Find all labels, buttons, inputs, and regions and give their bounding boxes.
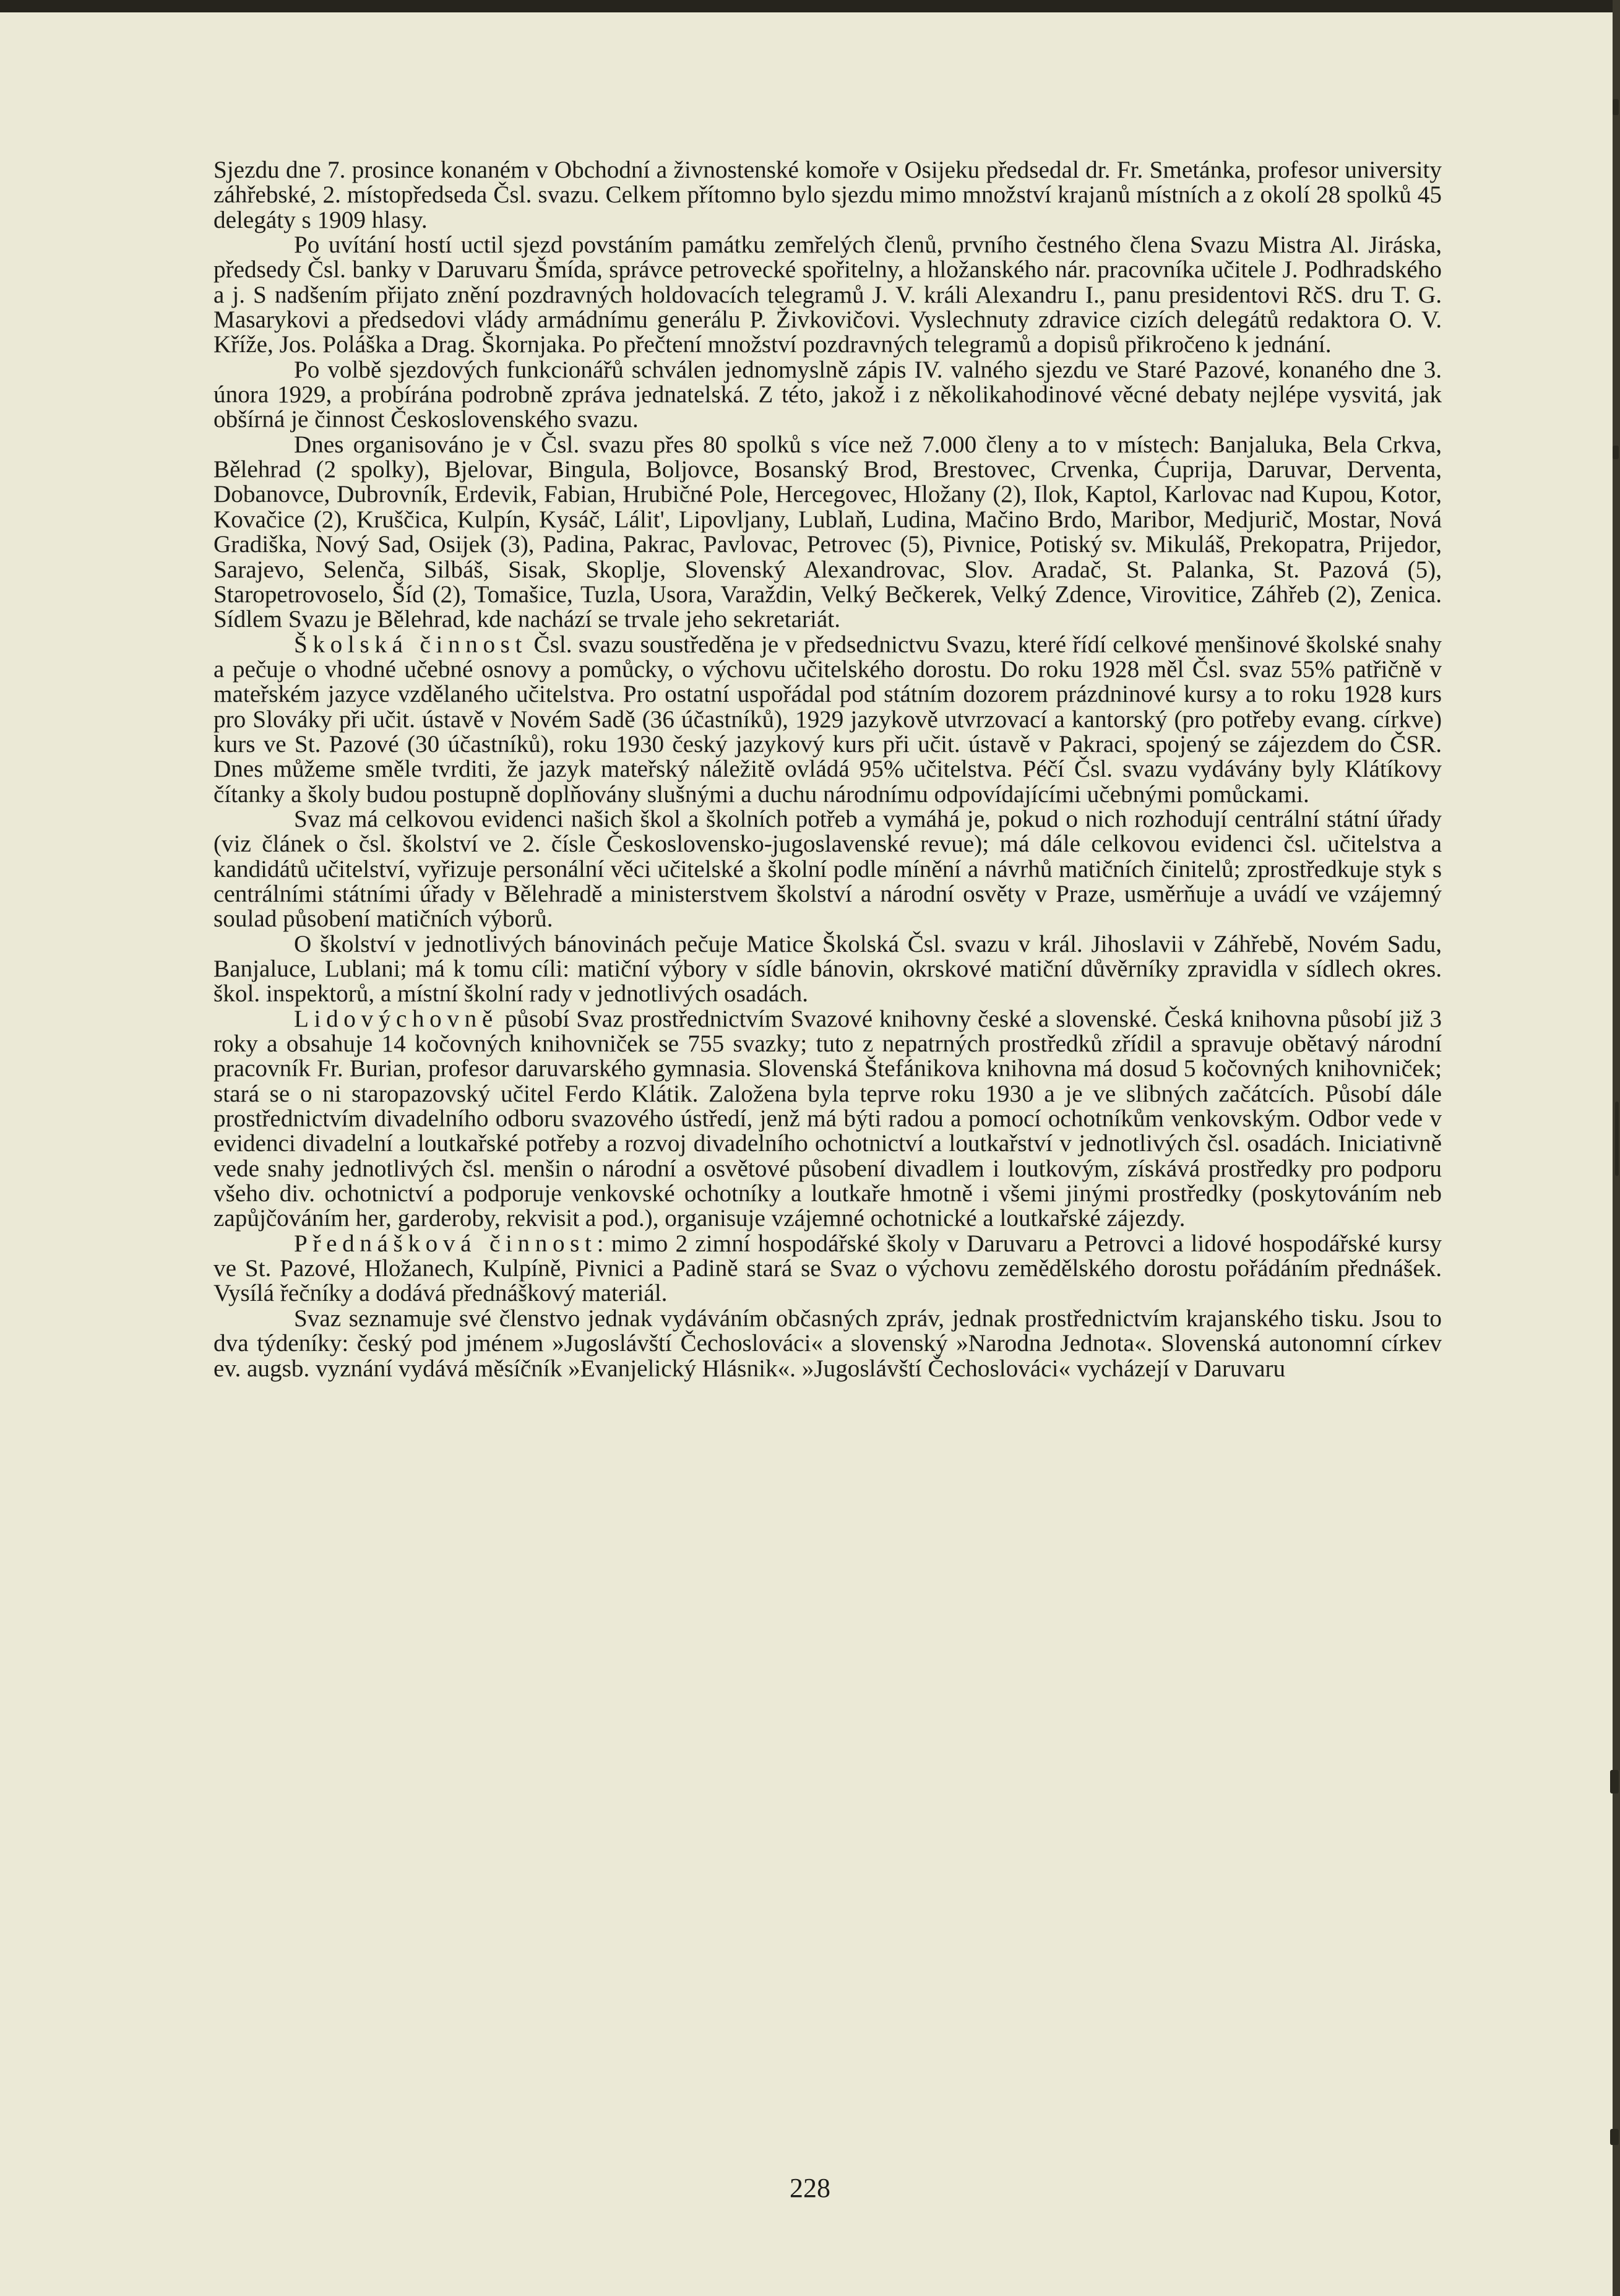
paragraph-text: Svaz seznamuje své členstvo jednak vydáváním občasných zpráv, jednak prostřednictvím krajanského tisku. Jsou to dva týdeníky: český pod jménem »Jugoslávští Čechoslováci« a slovenský »Narodna Jednota«. Slovenská autonomní církev ev. augsb. vyznání vydává měsíčník »Evanjelický Hlásnik«. »Jugoslávští Čechoslováci« vycházejí v Daruvaru bbox=[213, 1305, 1442, 1382]
scan-mark bbox=[1610, 1770, 1619, 1793]
paragraph-text: Sjezdu dne 7. prosince konaném v Obchodní a živnostenské komoře v Osijeku předsedal dr. Fr. Smetánka, profesor university záhřebské, 2. místopředseda Čsl. svazu. Celkem přítomno bylo sjezdu mimo množství krajanů místních a z okolí 28 spolků 45 delegáty s 1909 hlasy. bbox=[213, 157, 1442, 233]
paragraph-text: Po uvítání hostí uctil sjezd povstáním památku zemřelých členů, prvního čestného člena Svazu Mistra Al. Jiráska, předsedy Čsl. banky v Daruvaru Šmída, správce petrovecké spořitelny, a hložanského nár. pracovníka učitele J. Podhradského a j. S nadšením přijato znění pozdravných holdovacích telegramů J. V. králi Alexandru I., panu presidentovi RčS. dru T. G. Masarykovi a předsedovi vlády armádnímu generálu P. Živkovičovi. Vyslechnuty zdravice cizích delegátů redaktora O. V. Kříže, Jos. Poláška a Drag. Škornjaka. Po přečtení množství pozdravných telegramů a dopisů přikročeno k jednání. bbox=[213, 231, 1442, 358]
paragraph-text: působí Svaz prostřednictvím Svazové knihovny české a slovenské. Česká knihovna působí již 3 roky a obsahuje 14 kočovných knihovniček se 755 svazky; tuto z nepatrných prostředků zřídil a spravuje obětavý národní pracovník Fr. Burian, profesor daruvarského gymnasia. Slovenská Štefánikova knihovna má dosud 5 kočovných knihovniček; stará se o ni staropazovský učitel Ferdo Klátik. Založena byla teprve roku 1930 a je ve slibných začátcích. Působí dále prostřednictvím divadelního odboru svazového ústředí, jenž má býti radou a pomocí ochotníkům venkovským. Odbor vede v evidenci divadelní a loutkařské potřeby a rozvoj divadelního ochotnictví a loutkařství v jednotlivých čsl. osadách. Iniciativně vede snahy jednotlivých čsl. menšin o národní a osvětové působení divadlem i loutkovým, získává prostředky pro podporu všeho div. ochotnictví a podporuje venkovské ochotníky a loutkaře hmotně i všemi jinými prostředky (poskytováním neb zapůjčováním her, garderoby, rekvisit a pod.), organisuje vzájemné ochotnické a loutkařské zájezdy. bbox=[213, 1005, 1442, 1232]
section-lead: Přednášková činnost bbox=[294, 1230, 597, 1257]
scan-top-edge bbox=[0, 0, 1620, 12]
paragraph-text: Po volbě sjezdových funkcionářů schválen jednomyslně zápis IV. valného sjezdu ve Staré Pazové, konaného dne 3. února 1929, a probírána podrobně zpráva jednatelská. Z této, jakož i z několikahodinové věcné debaty nejlépe vysvitá, jak obšírná je činnost Československého svazu. bbox=[213, 356, 1442, 433]
section-lead: Lidovýchovně bbox=[294, 1005, 498, 1032]
paragraph bbox=[213, 632, 1442, 807]
paragraph-text: Čsl. svazu soustředěna je v předsednictvu Svazu, které řídí celkové menšinové školské snahy a pečuje o vhodné učebné osnovy a pomůcky, o výchovu učitelského dorostu. Do roku 1928 měl Čsl. svaz 55% patřičně v mateřském jazyce vzdělaného učitelstva. Pro ostatní uspořádal pod státním dozorem prázdninové kursy a to roku 1928 kurs pro Slováky při učit. ústavě v Novém Sadě (36 účastníků), 1929 jazykově utvrzovací a kantorský (pro potřeby evang. církve) kurs ve St. Pazové (30 účastníků), roku 1930 český jazykový kurs při učit. ústavě v Pakraci, spojený se zájezdem do ČSR. Dnes můžeme směle tvrditi, že jazyk mateřský náležitě ovládá 95% učitelstva. Péčí Čsl. svazu vydávány byly Klátíkovy čítanky a školy budou postupně doplňovány slušnými a duchu národnímu odpovídajícími učebnými pomůckami. bbox=[213, 631, 1442, 808]
paragraph bbox=[213, 233, 1442, 358]
paragraph bbox=[213, 358, 1442, 433]
paragraph bbox=[213, 807, 1442, 932]
paragraph bbox=[213, 932, 1442, 1007]
paragraph-text: Dnes organisováno je v Čsl. svazu přes 80 spolků s více než 7.000 členy a to v místech: Banjaluka, Bela Crkva, Bělehrad (2 spolky), Bjelovar, Bingula, Boljovce, Bosanský Brod, Brestovec, Crvenka, Ćuprija, Daruvar, Derventa, Dobanovce, Dubrovník, Erdevik, Fabian, Hrubičné Pole, Hercegovec, Hložany (2), Ilok, Kaptol, Karlovac nad Kupou, Kotor, Kovačice (2), Kruščica, Kulpín, Kysáč, Lálit', Lipovljany, Lublaň, Ludina, Mačino Brdo, Maribor, Medjurič, Mostar, Nová Gradiška, Nový Sad, Osijek (3), Padina, Pakrac, Pavlovac, Petrovec (5), Pivnice, Potiský sv. Mikuláš, Prekopatra, Prijedor, Sarajevo, Selenča, Silbáš, Sisak, Skoplje, Slovenský Alexandrovac, Slov. Aradač, St. Palanka, St. Pazová (5), Staropetrovoselo, Šíd (2), Tomašice, Tuzla, Usora, Varaždin, Velký Bečkerek, Velký Zdence, Virovitice, Záhřeb (2), Zenica. Sídlem Svazu je Bělehrad, kde nachází se trvale jeho sekretariát. bbox=[213, 431, 1442, 633]
section-lead: Školská činnost bbox=[294, 631, 528, 658]
scan-mark bbox=[1610, 2129, 1619, 2145]
scan-mark bbox=[1613, 99, 1619, 115]
paragraph bbox=[213, 158, 1442, 233]
paragraph-text: Svaz má celkovou evidenci našich škol a školních potřeb a vymáhá je, pokud o nich rozhodují centrální státní úřady (viz článek o čsl. školství ve 2. čísle Československo-jugoslavenské revue); má dále celkovou evidenci čsl. učitelstva a kandidátů učitelství, vyřizuje personální věci učitelské a školní podle mínění a návrhů matičních činitelů; zprostředkuje styk s centrálními státními úřady v Bělehradě a ministerstvem školství a národní osvěty v Praze, usměrňuje a uvádí ve vzájemný soulad působení matičních výborů. bbox=[213, 805, 1442, 933]
paragraph bbox=[213, 1232, 1442, 1306]
scan-mark bbox=[1613, 446, 1619, 459]
document-page bbox=[213, 158, 1442, 1381]
paragraph bbox=[213, 433, 1442, 632]
paragraph bbox=[213, 1306, 1442, 1381]
scan-mark bbox=[1615, 1102, 1619, 1176]
page-number: 228 bbox=[790, 2173, 830, 2203]
paragraph-text: : mimo 2 zimní hospodářské školy v Daruvaru a Petrovci a lidové hospodářské kursy ve St. Pazové, Hložanech, Kulpíně, Pivnici a Padině stará se Svaz o výchovu zemědělského dorostu pořádáním přednášek. Vysílá řečníky a dodává přednáškový materiál. bbox=[213, 1230, 1442, 1307]
paragraph-text: O školství v jednotlivých bánovinách pečuje Matice Školská Čsl. svazu v král. Jihoslavii v Záhřebě, Novém Sadu, Banjaluce, Lublani; má k tomu cíli: matiční výbory v sídle bánovin, okrskové matiční důvěrníky zpravidla v sídlech okres. škol. inspektorů, a místní školní rady v jednotlivých osadách. bbox=[213, 930, 1442, 1008]
paragraph bbox=[213, 1007, 1442, 1232]
